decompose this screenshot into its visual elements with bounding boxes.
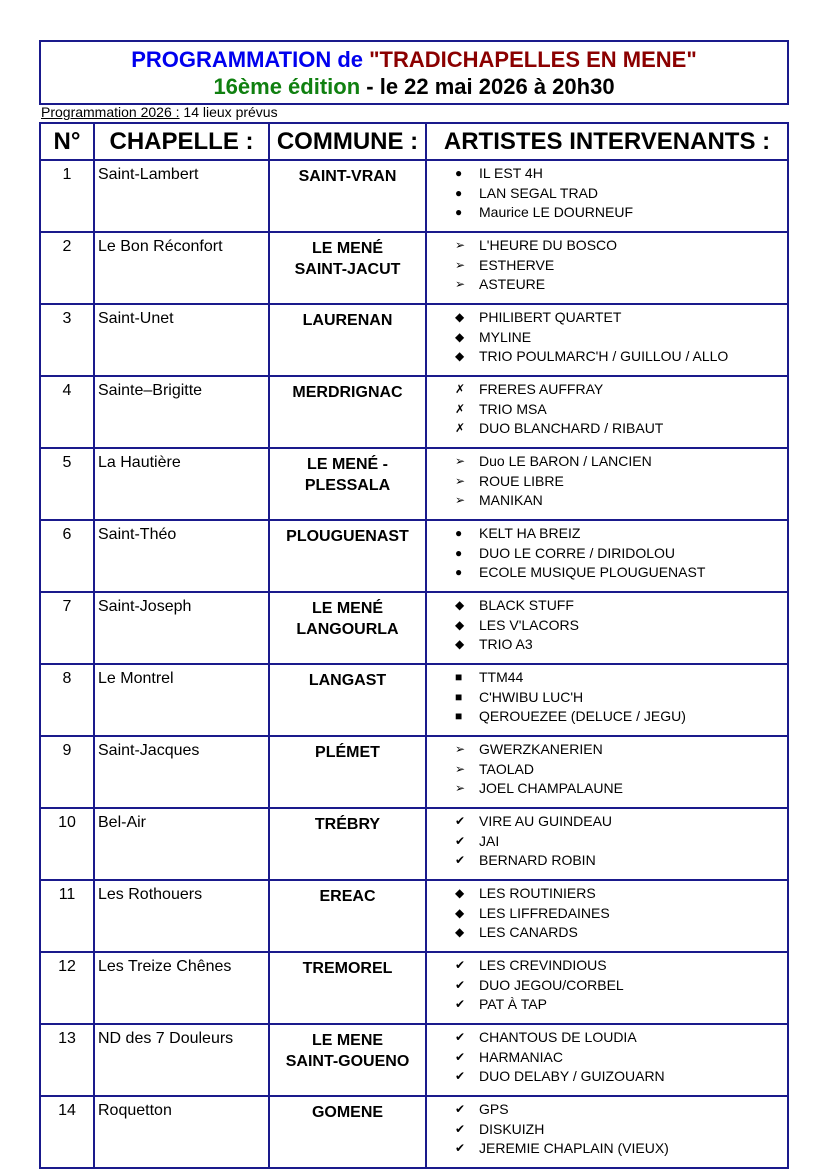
artists-cell: [426, 592, 788, 664]
artist-item: [455, 328, 787, 348]
artists-list: [455, 884, 787, 943]
artists-list: [455, 236, 787, 295]
bullet-icon: ●: [455, 185, 463, 200]
artist-item: [455, 635, 787, 655]
bullet-icon: ➢: [455, 238, 466, 252]
table-row: [40, 232, 788, 304]
artist-item: [455, 1120, 787, 1140]
artist-name: VIRE AU GUINDEAU: [479, 813, 613, 829]
table-row: [40, 808, 788, 880]
row-number: 9: [40, 736, 94, 808]
chapelle-name: Les Rothouers: [94, 880, 269, 952]
artist-item: [455, 1048, 787, 1068]
artists-list: [455, 668, 787, 727]
bullet-icon: ➢: [455, 454, 466, 468]
artist-name: MYLINE: [479, 328, 532, 345]
commune-name: SAINT-VRAN: [269, 160, 426, 232]
table-row: [40, 520, 788, 592]
artist-name: DUO LE CORRE / DIRIDOLOU: [479, 544, 676, 561]
table-row: [40, 952, 788, 1024]
bullet-icon: ■: [455, 689, 463, 704]
bullet-icon: ●: [455, 545, 463, 560]
commune-name: GOMENE: [269, 1096, 426, 1168]
artists-list: [455, 308, 787, 367]
commune-name: LE MENÉ SAINT-JACUT: [269, 232, 426, 304]
commune-name: LAURENAN: [269, 304, 426, 376]
commune-name: EREAC: [269, 880, 426, 952]
table-row: [40, 376, 788, 448]
commune-name: LANGAST: [269, 664, 426, 736]
artist-name: QEROUEZEE (DELUCE / JEGU): [479, 708, 686, 724]
artists-cell: [426, 232, 788, 304]
artist-name: BERNARD ROBIN: [479, 852, 596, 868]
row-number: 13: [40, 1024, 94, 1096]
artist-name: GPS: [479, 1101, 509, 1117]
row-number: 6: [40, 520, 94, 592]
artists-list: [455, 1028, 787, 1087]
row-number: 10: [40, 808, 94, 880]
artists-cell: [426, 304, 788, 376]
artist-item: [455, 275, 787, 295]
chapelle-name: Bel-Air: [94, 808, 269, 880]
bullet-icon: ●: [455, 526, 463, 540]
artist-item: [455, 995, 787, 1015]
bullet-icon: ✔: [455, 1030, 466, 1044]
artist-name: MANIKAN: [479, 492, 543, 508]
bullet-icon: ◆: [455, 886, 465, 900]
artist-item: [455, 740, 787, 760]
artist-item: [455, 976, 787, 996]
bullet-icon: ✔: [455, 853, 466, 867]
commune-name: PLOUGUENAST: [269, 520, 426, 592]
row-number: 4: [40, 376, 94, 448]
artist-item: [455, 203, 787, 223]
bullet-icon: ●: [455, 166, 463, 180]
artist-name: CHANTOUS DE LOUDIA: [479, 1029, 637, 1045]
artist-item: [455, 668, 787, 688]
artist-item: [455, 491, 787, 511]
artist-name: TRIO MSA: [479, 400, 547, 417]
chapelle-name: Roquetton: [94, 1096, 269, 1168]
artists-cell: [426, 664, 788, 736]
row-number: 11: [40, 880, 94, 952]
bullet-icon: ◆: [455, 598, 465, 612]
program-table: [39, 122, 789, 1169]
artists-list: [455, 812, 787, 871]
table-row: [40, 448, 788, 520]
commune-name: PLÉMET: [269, 736, 426, 808]
artist-name: Maurice LE DOURNEUF: [479, 204, 634, 220]
header-chapelle: CHAPELLE :: [94, 123, 269, 160]
bullet-icon: ✔: [455, 997, 466, 1011]
chapelle-name: Le Bon Réconfort: [94, 232, 269, 304]
artist-name: PHILIBERT QUARTET: [479, 309, 622, 325]
artist-item: [455, 1139, 787, 1159]
artist-item: [455, 688, 787, 708]
artist-name: C'HWIBU LUC'H: [479, 688, 584, 705]
bullet-icon: ✔: [455, 1069, 466, 1083]
artist-name: DUO JEGOU/CORBEL: [479, 976, 624, 993]
row-number: 2: [40, 232, 94, 304]
chapelle-name: Les Treize Chênes: [94, 952, 269, 1024]
bullet-icon: ✔: [455, 977, 466, 992]
artist-name: ROUE LIBRE: [479, 472, 564, 489]
artist-name: ASTEURE: [479, 276, 546, 292]
row-number: 1: [40, 160, 94, 232]
bullet-icon: ✗: [455, 421, 466, 435]
artist-name: ESTHERVE: [479, 256, 555, 273]
artist-item: [455, 236, 787, 256]
bullet-icon: ✔: [455, 1141, 466, 1155]
bullet-icon: ✔: [455, 1102, 466, 1116]
chapelle-name: Saint-Théo: [94, 520, 269, 592]
main-title: PROGRAMMATION de "TRADICHAPELLES EN MENE": [131, 47, 697, 72]
artist-item: [455, 347, 787, 367]
artist-item: [455, 923, 787, 943]
header-commune: COMMUNE :: [269, 123, 426, 160]
bullet-icon: ◆: [455, 349, 465, 363]
artist-name: HARMANIAC: [479, 1048, 564, 1065]
artist-item: [455, 164, 787, 184]
bullet-icon: ✔: [455, 958, 466, 972]
artist-item: [455, 400, 787, 420]
artist-item: [455, 524, 787, 544]
artist-name: IL EST 4H: [479, 165, 543, 181]
table-row: [40, 1096, 788, 1168]
artist-item: [455, 308, 787, 328]
artist-name: LES LIFFREDAINES: [479, 904, 610, 921]
artists-cell: [426, 520, 788, 592]
bullet-icon: ➢: [455, 781, 466, 795]
artist-name: FRERES AUFFRAY: [479, 381, 604, 397]
artist-item: [455, 616, 787, 636]
artists-cell: [426, 736, 788, 808]
bullet-icon: ◆: [455, 329, 465, 344]
bullet-icon: ◆: [455, 617, 465, 632]
artist-item: [455, 851, 787, 871]
artist-name: LES ROUTINIERS: [479, 885, 596, 901]
bullet-icon: ●: [455, 205, 463, 219]
title-box: [39, 40, 789, 105]
artist-name: KELT HA BREIZ: [479, 525, 581, 541]
artist-name: Duo LE BARON / LANCIEN: [479, 453, 652, 469]
artist-item: [455, 832, 787, 852]
table-row: [40, 592, 788, 664]
artist-item: [455, 256, 787, 276]
commune-name: TREMOREL: [269, 952, 426, 1024]
row-number: 7: [40, 592, 94, 664]
artist-name: TRIO A3: [479, 636, 533, 652]
bullet-icon: ✗: [455, 382, 466, 396]
artist-name: DUO DELABY / GUIZOUARN: [479, 1068, 665, 1084]
chapelle-name: Le Montrel: [94, 664, 269, 736]
bullet-icon: ✔: [455, 1121, 466, 1136]
chapelle-name: Sainte–Brigitte: [94, 376, 269, 448]
commune-name: LE MENE SAINT-GOUENO: [269, 1024, 426, 1096]
chapelle-name: La Hautière: [94, 448, 269, 520]
artist-item: [455, 380, 787, 400]
artist-name: DUO BLANCHARD / RIBAUT: [479, 420, 664, 436]
artist-name: LES CREVINDIOUS: [479, 957, 607, 973]
edition-line: 16ème édition - le 22 mai 2026 à 20h30: [213, 74, 615, 99]
chapelle-name: Saint-Joseph: [94, 592, 269, 664]
bullet-icon: ➢: [455, 473, 466, 488]
artist-item: [455, 596, 787, 616]
artist-name: TAOLAD: [479, 760, 534, 777]
artist-name: L'HEURE DU BOSCO: [479, 237, 618, 253]
artists-list: [455, 524, 787, 583]
table-row: [40, 880, 788, 952]
artist-name: JEREMIE CHAPLAIN (VIEUX): [479, 1140, 669, 1156]
artist-name: LAN SEGAL TRAD: [479, 184, 599, 201]
bullet-icon: ➢: [455, 742, 466, 756]
artists-list: [455, 164, 787, 223]
artists-cell: [426, 376, 788, 448]
artist-name: LES V'LACORS: [479, 616, 579, 633]
bullet-icon: ➢: [455, 761, 466, 776]
artist-name: JOEL CHAMPALAUNE: [479, 780, 623, 796]
artists-list: [455, 380, 787, 439]
table-row: [40, 304, 788, 376]
artist-name: TRIO POULMARC'H / GUILLOU / ALLO: [479, 348, 729, 364]
artist-item: [455, 707, 787, 727]
commune-name: MERDRIGNAC: [269, 376, 426, 448]
artists-cell: [426, 880, 788, 952]
artists-list: [455, 956, 787, 1015]
bullet-icon: ◆: [455, 925, 465, 939]
artist-item: [455, 544, 787, 564]
artist-item: [455, 1100, 787, 1120]
artist-name: DISKUIZH: [479, 1120, 545, 1137]
artist-name: JAI: [479, 832, 500, 849]
artist-item: [455, 184, 787, 204]
artist-item: [455, 1028, 787, 1048]
artist-name: LES CANARDS: [479, 924, 578, 940]
artist-item: [455, 1067, 787, 1087]
artists-cell: [426, 952, 788, 1024]
artist-name: PAT À TAP: [479, 996, 547, 1012]
table-row: [40, 160, 788, 232]
artists-cell: [426, 1024, 788, 1096]
bullet-icon: ●: [455, 565, 463, 579]
table-header: [40, 123, 788, 160]
chapelle-name: Saint-Lambert: [94, 160, 269, 232]
bullet-icon: ➢: [455, 493, 466, 507]
bullet-icon: ◆: [455, 637, 465, 651]
row-number: 12: [40, 952, 94, 1024]
subtitle: Programmation 2026 : 14 lieux prévus: [41, 104, 278, 120]
artists-list: [455, 596, 787, 655]
chapelle-name: ND des 7 Douleurs: [94, 1024, 269, 1096]
commune-name: LE MENÉ LANGOURLA: [269, 592, 426, 664]
artist-item: [455, 956, 787, 976]
chapelle-name: Saint-Jacques: [94, 736, 269, 808]
chapelle-name: Saint-Unet: [94, 304, 269, 376]
table-row: [40, 664, 788, 736]
bullet-icon: ➢: [455, 277, 466, 291]
artists-cell: [426, 1096, 788, 1168]
commune-name: TRÉBRY: [269, 808, 426, 880]
artist-item: [455, 419, 787, 439]
artist-item: [455, 904, 787, 924]
artists-cell: [426, 448, 788, 520]
artist-item: [455, 452, 787, 472]
artist-name: ECOLE MUSIQUE PLOUGUENAST: [479, 564, 706, 580]
bullet-icon: ✗: [455, 401, 466, 416]
artists-list: [455, 1100, 787, 1159]
artist-name: GWERZKANERIEN: [479, 741, 603, 757]
artists-cell: [426, 160, 788, 232]
bullet-icon: ✔: [455, 833, 466, 848]
artist-name: TTM44: [479, 669, 524, 685]
artist-item: [455, 760, 787, 780]
artists-cell: [426, 808, 788, 880]
bullet-icon: ✔: [455, 1049, 466, 1064]
artist-item: [455, 812, 787, 832]
artist-item: [455, 884, 787, 904]
bullet-icon: ✔: [455, 814, 466, 828]
row-number: 8: [40, 664, 94, 736]
artist-item: [455, 472, 787, 492]
header-number: N°: [40, 123, 94, 160]
artist-item: [455, 779, 787, 799]
bullet-icon: ◆: [455, 905, 465, 920]
artists-list: [455, 452, 787, 511]
row-number: 5: [40, 448, 94, 520]
bullet-icon: ◆: [455, 310, 465, 324]
table-row: [40, 1024, 788, 1096]
artists-list: [455, 740, 787, 799]
artist-item: [455, 563, 787, 583]
header-artistes: ARTISTES INTERVENANTS :: [426, 123, 788, 160]
bullet-icon: ■: [455, 709, 463, 723]
row-number: 3: [40, 304, 94, 376]
row-number: 14: [40, 1096, 94, 1168]
bullet-icon: ➢: [455, 257, 466, 272]
table-row: [40, 736, 788, 808]
commune-name: LE MENÉ - PLESSALA: [269, 448, 426, 520]
bullet-icon: ■: [455, 670, 463, 684]
artist-name: BLACK STUFF: [479, 597, 574, 613]
